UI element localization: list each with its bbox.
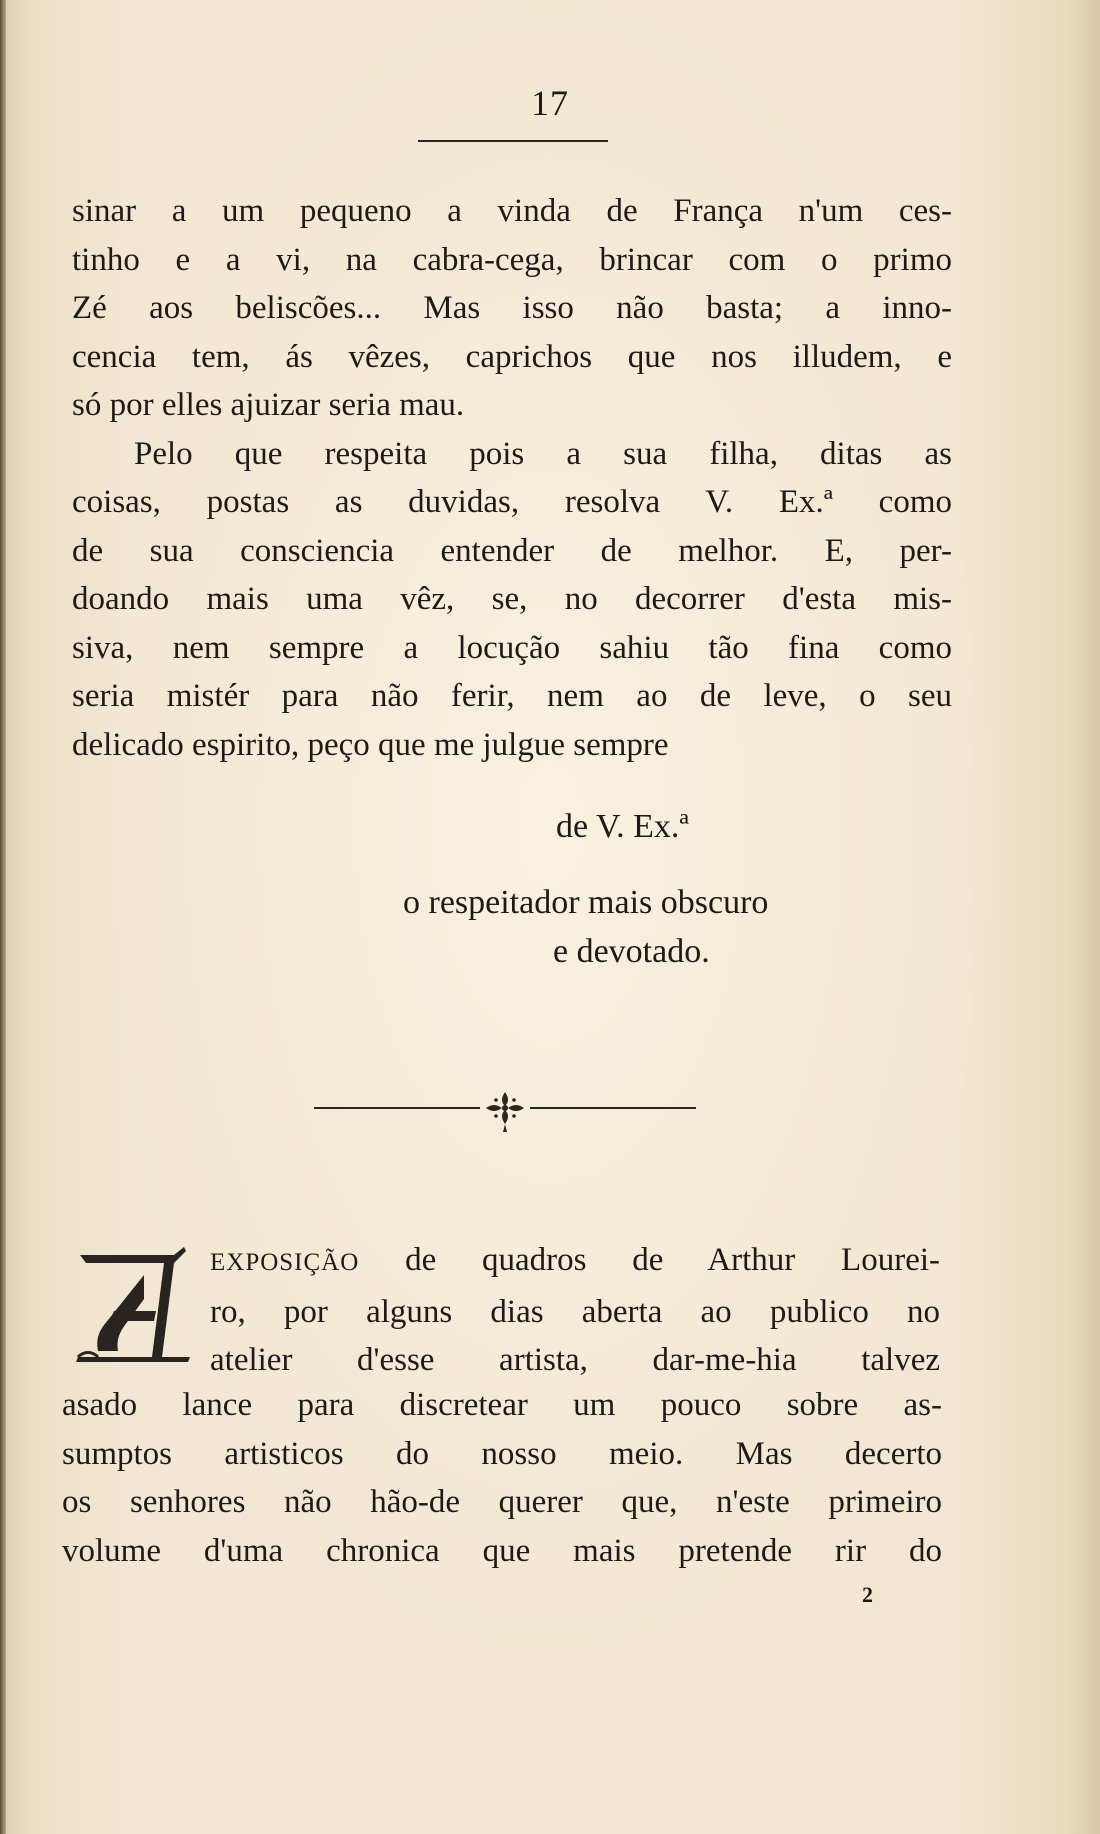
article-line-text: de quadros de Arthur Lourei- bbox=[405, 1242, 940, 1278]
letter-text bbox=[72, 187, 952, 769]
section-divider-ornament bbox=[310, 1090, 700, 1134]
letter-line: de sua consciencia entender de melhor. E, per- bbox=[72, 532, 952, 569]
letter-line: cencia tem, ás vêzes, caprichos que nos illudem, e bbox=[72, 338, 952, 375]
article-line: atelier d'esse artista, dar-me-hia talvez bbox=[210, 1342, 940, 1378]
article-line: asado lance para discretear um pouco sobre as- bbox=[62, 1387, 942, 1423]
printer-signature-mark: 2 bbox=[862, 1582, 873, 1607]
article-line bbox=[210, 1236, 940, 1288]
article-line: volume d'uma chronica que mais pretende rir do bbox=[62, 1532, 942, 1569]
letter-line: Zé aos beliscões... Mas isso não basta; a inno- bbox=[72, 290, 952, 326]
page-gutter-edge bbox=[0, 0, 6, 1834]
letter-line: delicado espirito, peço que me julgue sempre bbox=[72, 726, 669, 763]
decorative-dropcap-a bbox=[74, 1241, 190, 1363]
article-opening-lines bbox=[210, 1236, 940, 1385]
article-text bbox=[62, 1381, 942, 1575]
letter-line: siva, nem sempre a locução sahiu tão fina como bbox=[72, 629, 952, 666]
letter-line: coisas, postas as duvidas, resolva V. Ex.ª como bbox=[72, 484, 952, 520]
letter-line: doando mais uma vêz, se, no decorrer d'esta mis- bbox=[72, 581, 952, 617]
letter-line: só por elles ajuizar seria mau. bbox=[72, 387, 465, 423]
letter-line: Pelo que respeita pois a sua filha, ditas as bbox=[134, 435, 952, 472]
article-line: os senhores não hão-de querer que, n'este primeiro bbox=[62, 1484, 942, 1520]
opening-smallcaps-word: EXPOSIÇÃO bbox=[210, 1249, 360, 1276]
letter-line: tinho e a vi, na cabra-cega, brincar com o primo bbox=[72, 241, 952, 278]
letter-line: seria mistér para não ferir, nem ao de leve, o seu bbox=[72, 678, 952, 714]
header-rule bbox=[418, 140, 608, 142]
letter-closing-signoff-end: e devotado. bbox=[553, 933, 710, 970]
article-line: ro, por alguns dias aberta ao publico no bbox=[210, 1293, 940, 1330]
letter-closing-salutation: de V. Ex.ª bbox=[556, 808, 689, 845]
letter-line: sinar a um pequeno a vinda de França n'um ces- bbox=[72, 193, 952, 229]
page-number: 17 bbox=[531, 83, 569, 123]
letter-closing-signoff: o respeitador mais obscuro bbox=[403, 884, 769, 921]
article-line: sumptos artisticos do nosso meio. Mas decerto bbox=[62, 1435, 942, 1472]
